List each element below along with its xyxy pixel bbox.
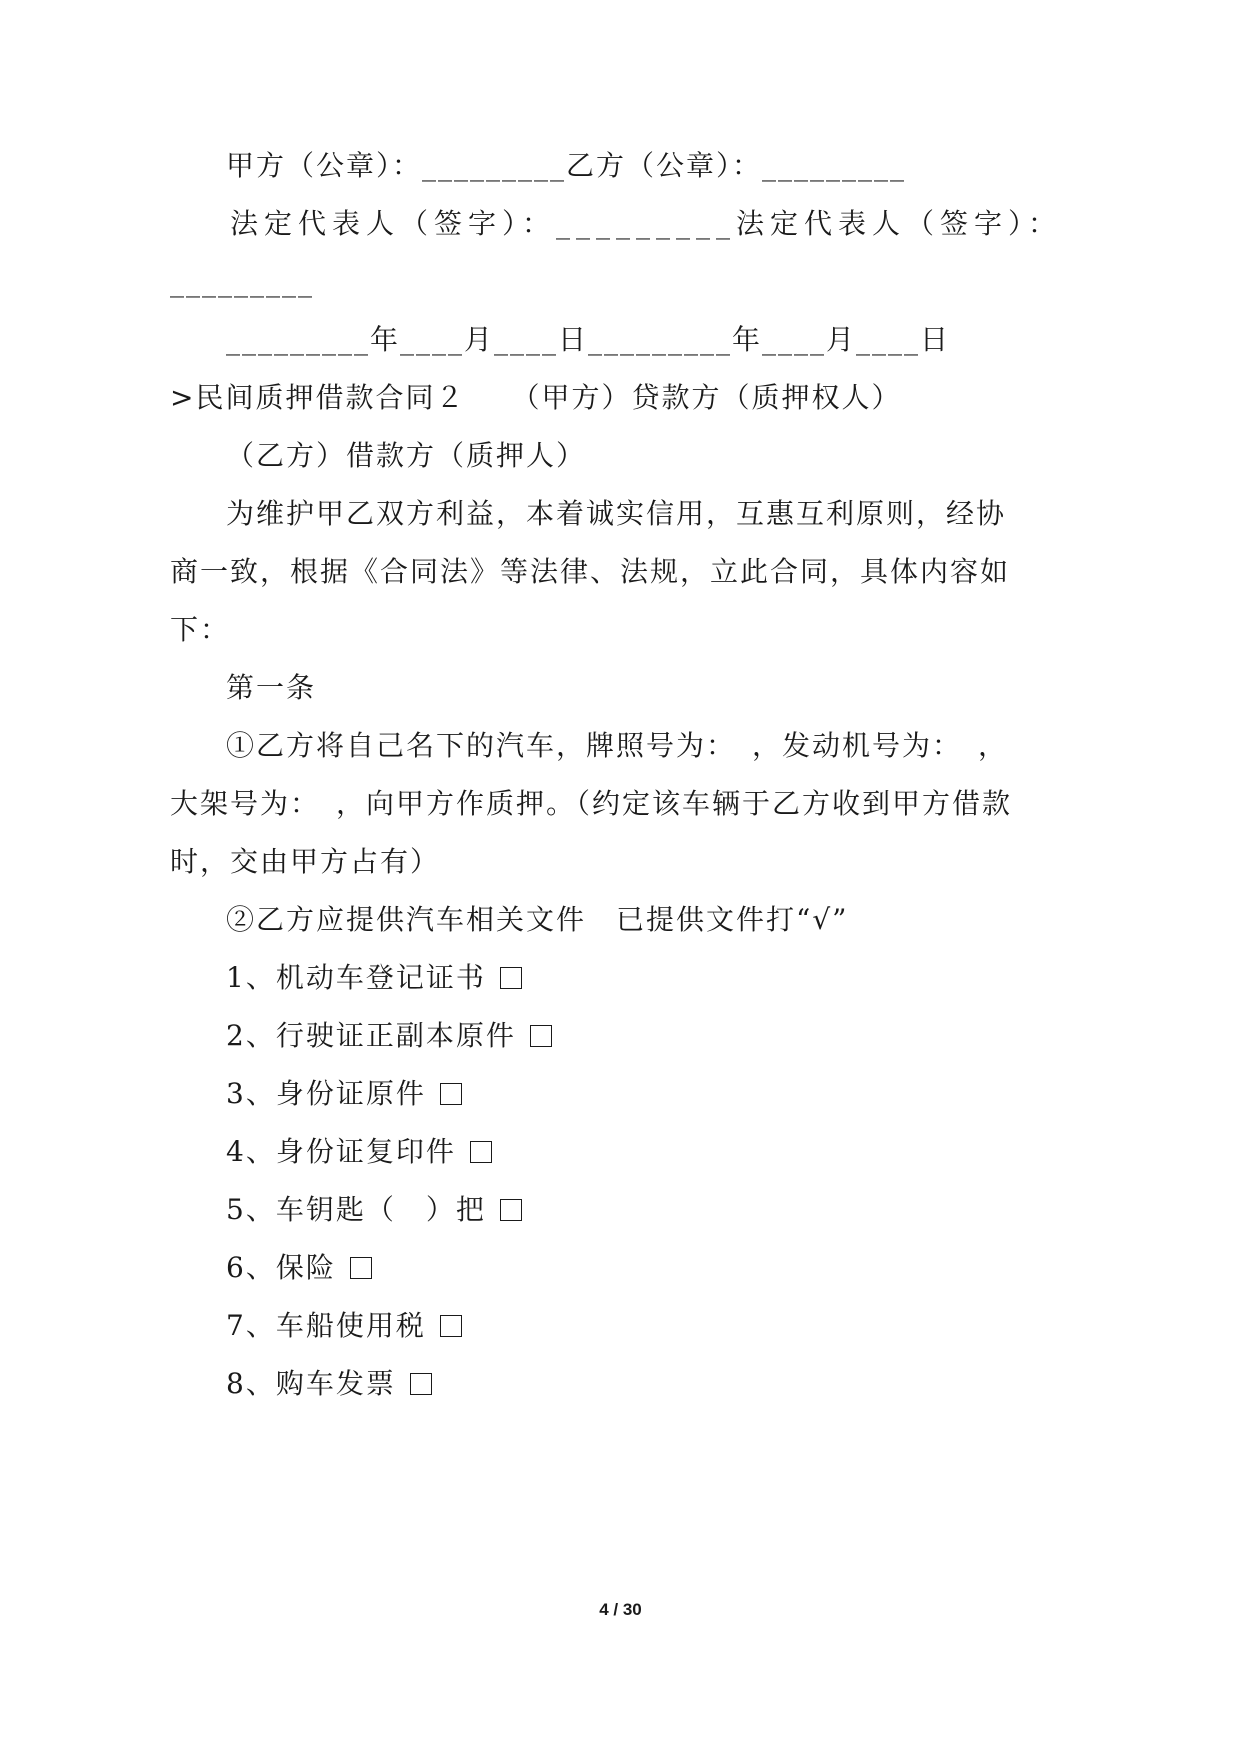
checkbox[interactable]	[350, 1257, 372, 1279]
signature-line-continuation: _________	[170, 265, 314, 298]
checklist-item-label: 3、身份证原件	[226, 1077, 426, 1110]
checklist-item-label: 1、机动车登记证书	[226, 961, 486, 994]
signature-line-representative: 法定代表人（签字）：_________法定代表人（签字）：	[230, 207, 1063, 240]
date-line: _________年____月____日_________年____月____日	[226, 323, 951, 356]
checkbox[interactable]	[440, 1083, 462, 1105]
checkbox[interactable]	[500, 1199, 522, 1221]
checkbox[interactable]	[530, 1025, 552, 1047]
clause-2-line: ②乙方应提供汽车相关文件 已提供文件打“√”	[226, 903, 849, 936]
page-number: 4 / 30	[599, 1600, 642, 1619]
checklist-item-label: 7、车船使用税	[226, 1309, 426, 1342]
checklist-item-label: 5、车钥匙（ ）把	[226, 1193, 486, 1226]
checklist-item	[226, 1074, 462, 1114]
clause-1-line-2: 大架号为： ，向甲方作质押。（约定该车辆于乙方收到甲方借款	[170, 787, 1013, 820]
checklist-item	[226, 1306, 462, 1346]
signature-line-seal: 甲方（公章）：_________乙方（公章）：_________	[226, 149, 907, 182]
checkbox[interactable]	[470, 1141, 492, 1163]
checklist-item	[226, 1248, 372, 1288]
checkbox[interactable]	[440, 1315, 462, 1337]
checklist-item-label: 4、身份证复印件	[226, 1135, 456, 1168]
checklist-item	[226, 1364, 432, 1404]
checklist-item	[226, 1190, 522, 1230]
preamble-line-1: 为维护甲乙双方利益，本着诚实信用，互惠互利原则，经协	[226, 497, 1007, 530]
checklist-item	[226, 1016, 552, 1056]
checkbox[interactable]	[500, 967, 522, 989]
clause-1-line-1: ①乙方将自己名下的汽车，牌照号为： ，发动机号为： ，	[226, 729, 1009, 762]
clause-1-line-3: 时，交由甲方占有）	[170, 845, 441, 878]
checklist-item	[226, 1132, 492, 1172]
checklist-item	[226, 958, 522, 998]
checklist-item-label: 2、行驶证正副本原件	[226, 1019, 516, 1052]
checkbox[interactable]	[410, 1373, 432, 1395]
preamble-line-2: 商一致，根据《合同法》等法律、法规，立此合同，具体内容如	[170, 555, 1011, 588]
article-one-heading: 第一条	[226, 671, 317, 704]
checklist-item-label: 6、保险	[226, 1251, 336, 1284]
checklist-item-label: 8、购车发票	[226, 1367, 396, 1400]
contract-heading: >民间质押借款合同２ （甲方）贷款方（质押权人）	[170, 381, 902, 414]
preamble-line-3: 下：	[170, 613, 231, 646]
borrower-party: （乙方）借款方（质押人）	[226, 439, 587, 472]
